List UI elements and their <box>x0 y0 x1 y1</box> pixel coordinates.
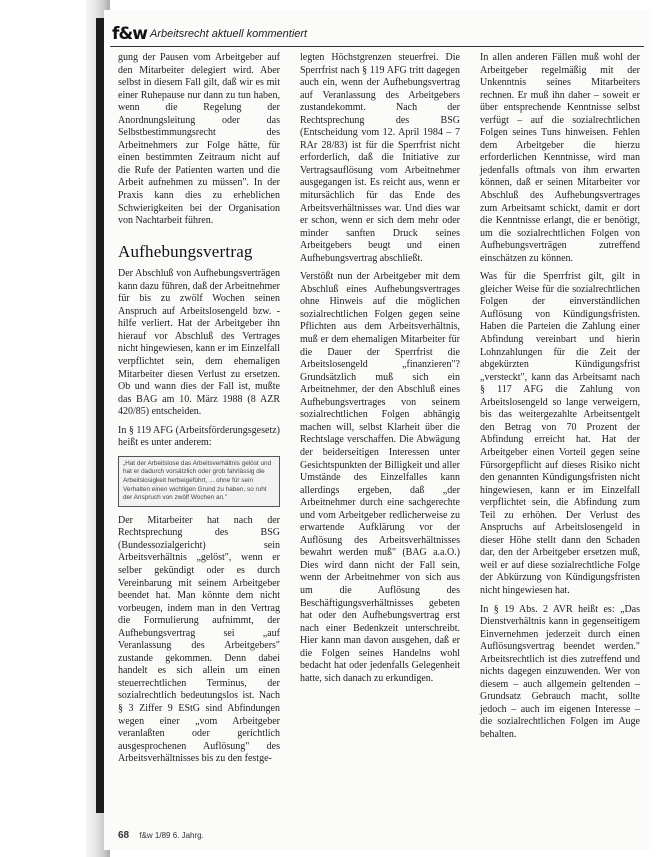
binding-edge <box>96 18 104 813</box>
page-number: 68 <box>118 830 130 841</box>
column-2 <box>300 52 460 691</box>
section-heading: Aufhebungsvertrag <box>118 241 253 261</box>
paragraph: Was für die Sperrfrist gilt, gilt in gleicher Weise für die sozialrechtlichen Folgen der einverständlichen Auflösung von Kündigungsfristen. Haben die Parteien die Zahlung einer Abfindung vereinbart und hierin Lohnzahlungen für die Zeit der abgekürzten Kündigungsfrist „versteckt", kann das Arbeitsamt nach § 117 AFG die Zahlung von Arbeitslosengeld so lange verweigern, bis das weitergezahlte Arbeitsentgelt den Betrag von 70 Prozent der Abfindung erreicht hat. Hat der Arbeitgeber einen Vorteil gegen seine Fürsorgepflicht auf dieses Risiko nicht den genannten Kündigungsfristen nicht hingewiesen, kann er im Einzelfall verpflichtet sein, die Abfindung zum Teil zu erhöhen. Der Verlust des Anspruchs auf Arbeitslosengeld in dieser Höhe stellt dann den Schaden dar, den der Arbeitgeber ersetzen muß, weil er auf diese sozialrechtliche Folge der Abkürzung von Kündigungsfristen nicht hingewiesen hat. <box>480 271 640 596</box>
law-quote-box: „Hat der Arbeitslose das Arbeitsverhältnis gelöst und hat er dadurch vorsätzlich oder grob fahrlässig die Arbeitslosigkeit herbeigeführt, ... ohne für sein Verhalten einen wichtigen Grund zu haben, so ruht der Anspruch von zwölf Wochen an." <box>118 456 280 507</box>
paragraph: In § 19 Abs. 2 AVR heißt es: „Das Dienstverhältnis kann in gegenseitigem Einvernehmen jederzeit durch einen Auflösungsvertrag beendet werden." Arbeitsrechtlich ist dies zutreffend und nichts dagegen einzuwenden. Wer von diesem – auch allgemein geltenden – Grundsatz Gebrauch macht, sollte jedoch – auch im eigenen Interesse – die sozialrechtlichen Folgen im Auge behalten. <box>480 603 640 740</box>
paragraph: In allen anderen Fällen muß wohl der Arbeitgeber regelmäßig mit der Unkenntnis seines Mitarbeiters rechnen. Er muß ihn daher – soweit er über entsprechende Kenntnisse selbst verfügt – auf die sozialrechtlichen Folgen seines Tuns hinweisen. Fehlen dem Arbeitgeber die hierzu erforderlichen Kenntnisse, wird man jedenfalls oftmals von ihm erwarten können, daß er seinen Mitarbeiter vor Abschluß des Aufhebungsvertrages zum Arbeitsamt schickt, damit er dort die Kenntnisse erlangt, die er benötigt, um die sozialrechtlichen Folgen von Aufhebungsverträgen zutreffend einschätzen zu können. <box>480 52 640 264</box>
page-header <box>110 24 644 47</box>
paragraph: In § 119 AFG (Arbeitsförderungsgesetz) heißt es unter anderem: <box>118 424 280 449</box>
journal-logo: f&w <box>112 24 147 44</box>
document-page <box>104 10 652 850</box>
paragraph: Der Mitarbeiter hat nach der Rechtsprechung des BSG (Bundessozialgericht) sein Arbeitsverhältnis „gelöst", wenn er selber gekündigt oder es durch Vereinbarung mit seinem Arbeitgeber beendet hat. Man könnte dem nicht vorbeugen, indem man in den Vertrag die Formulierung aufnimmt, der Aufhebungsvertrag sei „auf Veranlassung des Arbeitgebers" zustande gekommen. Denn dabei handelt es sich allein um einen steuerrechtlichen Terminus, der sozialrechtlich bedeutungslos ist. Nach § 3 Ziffer 9 EStG sind Abfindungen wegen einer „vom Arbeitgeber veranlaßten oder gerichtlich ausgesprochenen Auflösung" des Arbeitsverhältnisses bis zu den festge- <box>118 514 280 765</box>
header-title: Arbeitsrecht aktuell kommentiert <box>150 28 308 40</box>
paragraph: Verstößt nun der Arbeitgeber mit dem Abschluß eines Aufhebungsvertrages ohne Hinweis auf die möglichen sozialrechtlichen Folgen gegen seine Pflichten aus dem Arbeitsverhältnis, muß er dem ehemaligen Mitarbeiter für die Dauer der Sperrfrist die Arbeitslosengeld „finanzieren"? Grundsätzlich muß sich ein Arbeitnehmer, der den Abschluß eines Aufhebungsvertrages von seinem sozialrechtlichen Folgen abhängig machen will, selbst Klarheit über die Rechtslage verschaffen. Die Abwägung der beiderseitigen Interessen unter Gesichtspunkten der Billigkeit und aller Umstände des Einzelfalles kann allerdings ergeben, daß „der Arbeitnehmer durch eine sachgerechte und vom Arbeitgeber redlicherweise zu erwartende Aufklärung vor der Auflösung des Arbeitsverhältnisses bewahrt werden muß" (BAG a.a.O.) Dies wird dann nicht der Fall sein, wenn der Arbeitnehmer von sich aus um die Auflösung des Beschäftigungsverhältnisses gebeten hat oder den Aufhebungsvertrag erst nach einer Bedenkzeit unterschreibt. Hier kann man davon ausgehen, daß er die Folgen seines Handelns wohl bedacht hat oder jedenfalls Gelegenheit hatte, sich danach zu erkundigen. <box>300 271 460 684</box>
column-3 <box>480 52 640 748</box>
column-1 <box>118 52 280 772</box>
paragraph: legten Höchstgrenzen steuerfrei. Die Sperrfrist nach § 119 AFG tritt dagegen auch ein, wenn der Aufhebungsvertrag auf Veranlassung des Arbeitgebers zustandekommt. Nach der Rechtsprechung des BSG (Entscheidung vom 12. April 1984 – 7 RAr 28/83) ist für die Sperrfrist nicht erforderlich, daß die Initiative zur Vertragsauflösung vom Arbeitnehmer ausgegangen ist. Es reicht aus, wenn er mitursächlich für das Ende des Arbeitsverhältnisses war. Und dies war er schon, wenn er sich dem mehr oder minder sanften Druck seines Arbeitgebers beugt und einen Aufhebungsvertrag abschließt. <box>300 52 460 264</box>
issue-label: f&w 1/89 6. Jahrg. <box>139 831 204 840</box>
paragraph: gung der Pausen vom Arbeitgeber auf den Mitarbeiter delegiert wird. Aber selbst in diesem Fall gilt, daß wir es mit einer Ruhepause nur dann zu tun haben, wenn die Regelung der Anordnungsleitung oder das Selbstbestimmungsrecht des Arbeitnehmers zur Folge hätte, für einen bestimmten Zeitraum nicht auf die Rufe der Patienten warten und die Arbeit aufnehmen zu müssen". In der Praxis kann dies zu erheblichen Schwierigkeiten bei der Organisation von Nachtarbeit führen. <box>118 52 280 227</box>
page-footer <box>118 830 204 841</box>
paragraph: Der Abschluß von Aufhebungsverträgen kann dazu führen, daß der Arbeitnehmer für bis zu zwölf Wochen seinen Anspruch auf Arbeitslosengeld bzw. -hilfe verliert. Hat der Arbeitgeber ihn hierauf vor Abschluß des Vertrages nicht hingewiesen, kann er im Einzelfall verpflichtet sein, dem ehemaligen Mitarbeiter diesen Verlust zu ersetzen. Ob und wann dies der Fall ist, mußte das BAG am 10. März 1988 (8 AZR 420/85) entscheiden. <box>118 268 280 418</box>
